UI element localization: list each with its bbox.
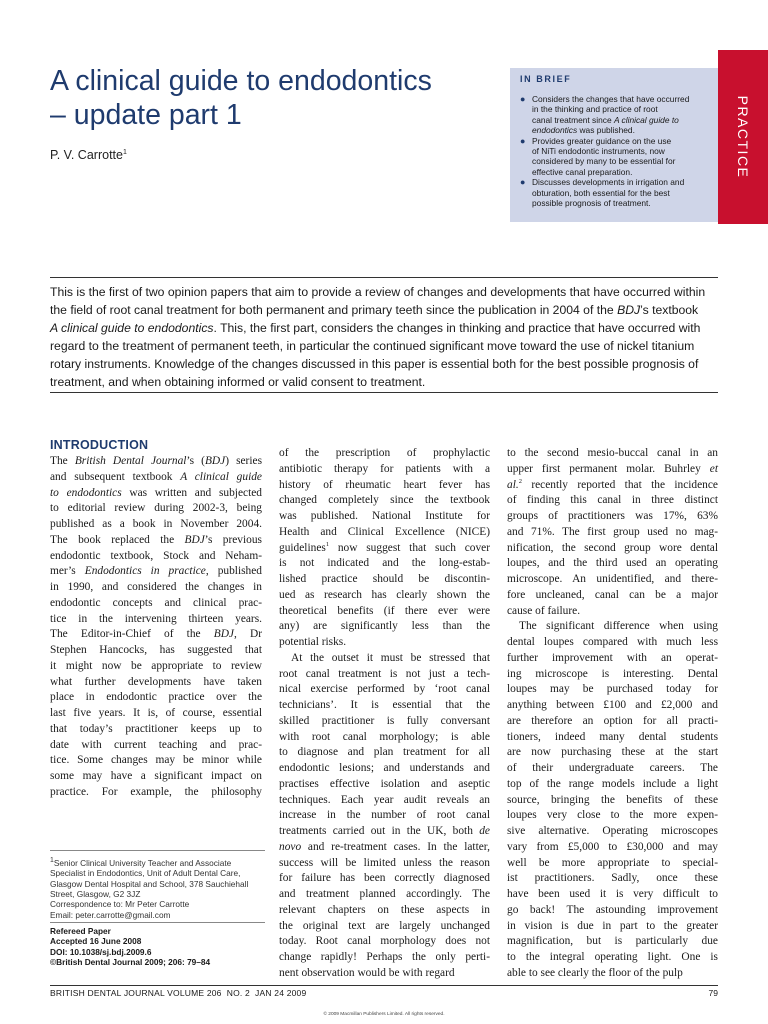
text-line: that today’s practitioner keeps up to	[50, 722, 262, 735]
title-line: A clinical guide to endodontics	[50, 65, 432, 97]
text-line: and 71%. The first group used no mag-	[507, 525, 718, 538]
text-line: and subsequent textbook A clinical guide	[50, 470, 262, 483]
text-line: practises effective isolation and aseptic	[279, 777, 490, 790]
text-line: The British Dental Journal’s (BDJ) series	[50, 455, 263, 467]
text-line: to the integral operating light. One is	[507, 951, 718, 963]
text-line: ued as research has clearly shown the	[279, 588, 490, 601]
text-line: loupes, and the third used an operating	[507, 557, 718, 570]
text-line: increase in the number of root canal	[279, 809, 490, 822]
text-line: was published. National Institute for	[279, 510, 490, 522]
text-line: what further developments have taken	[50, 675, 262, 688]
body-paragraph	[279, 446, 490, 651]
section-heading: INTRODUCTION	[50, 438, 149, 452]
text-line: able to see clearly the floor of the pulp	[507, 966, 683, 979]
author-line	[50, 148, 127, 162]
text-line: At the outset it must be stressed that	[291, 651, 490, 664]
text-line: The Editor-in-Chief of the BDJ, Dr	[50, 628, 263, 641]
text-line: dental loupes compared with much less	[507, 636, 718, 648]
text-line: it might now be appropriate to review	[50, 659, 262, 672]
text-line: are therefore an option for all practi-	[507, 714, 718, 727]
text-line: some may have a significant impact on	[50, 770, 262, 782]
text-line: practice. For example, the philosophy	[50, 785, 262, 798]
text-line: of their undergraduate careers. The	[507, 762, 718, 774]
text-line: technicians’. It is essential that the	[279, 699, 490, 711]
in-brief-list	[520, 94, 714, 208]
text-line: nent observation would be with regard	[279, 966, 455, 979]
in-brief-item: ● Considers the changes that have occurred in the thinking and practice of root canal treatment since A clinical guide to endodontics was published.	[520, 94, 690, 136]
text-line: with root canal morphology; is able	[279, 730, 490, 743]
text-line: in 1990, and considered the changes in	[50, 581, 262, 593]
text-line: ing microscope is interesting. Dental	[507, 667, 718, 680]
text-line: microscope. An unidentified, and there-	[507, 573, 718, 585]
text-line: today. Root canal morphology does not	[279, 935, 490, 948]
text-line: for failure has been correctly diagnosed	[279, 872, 490, 885]
copyright-line: © 2009 Macmillan Publishers Limited. All rights reserved.	[323, 1012, 445, 1017]
text-line: upper first permanent molar. Buhrley et	[507, 462, 718, 475]
author-affiliation-mark: 1	[122, 148, 127, 156]
text-line: place in endodontic practice over the	[50, 691, 262, 704]
text-line: to the second mesio-buccal canal in an	[507, 447, 718, 459]
text-line: techniques. Each year audit reveals an	[279, 793, 490, 806]
text-line: al.$^2$ recently reported that the incidence	[507, 477, 718, 491]
text-line: the original text are largely unchanged	[279, 919, 490, 932]
text-line: loupes may be purchased today for	[507, 683, 718, 696]
abstract-bottom-rule	[50, 392, 718, 393]
body-paragraph	[279, 651, 490, 982]
body-column-1	[50, 438, 262, 801]
body-column-3	[507, 446, 718, 982]
text-line: Health and Clinical Excellence (NICE)	[279, 525, 490, 538]
text-line: theoretical benefits (if there ever were	[279, 604, 490, 617]
text-line: last five years. It is, of course, essential	[50, 707, 262, 719]
text-line: mer’s Endodontics in practice, published	[50, 565, 262, 578]
text-line: root canal treatment is not just a tech-	[279, 667, 490, 680]
text-line: in vision is due in part to the greater	[507, 919, 718, 932]
abstract-top-rule	[50, 277, 718, 278]
text-line: cause of failure.	[507, 604, 581, 617]
text-line: endodontic concepts and clinical prac-	[50, 596, 262, 609]
bullet-icon: ●	[520, 94, 526, 104]
text-line: relevant chapters on these aspects in	[279, 903, 490, 916]
text-line: source, bringing the benefits of these	[507, 793, 718, 806]
text-line: nical exercise performed by ‘root canal	[279, 683, 490, 696]
text-line: and treatment planned accordingly. The	[279, 888, 490, 900]
text-line: sive alternative. Operating microscopes	[507, 825, 718, 837]
in-brief-item: ● Provides greater guidance on the use of NiTi endodontic instruments, now considered by many to be essential for effective canal preparation.	[520, 135, 676, 177]
text-line: history of rheumatic heart fever has	[279, 478, 490, 491]
text-line: treatments carried out in the UK, both de	[279, 825, 490, 837]
text-line: guidelines$^1$ now suggest that such cover	[279, 540, 490, 554]
in-brief-box	[510, 68, 718, 222]
journal-footer	[50, 988, 306, 998]
text-line: of the prescription of prophylactic	[279, 447, 490, 459]
text-line: go back! The astounding improvement	[507, 903, 718, 916]
in-brief-heading: IN BRIEF	[520, 74, 572, 84]
text-line: fore uncleaned, canal can be a major	[507, 588, 718, 601]
text-line: magnification, but is particularly due	[507, 935, 718, 948]
text-line: nification, the second group wore dental	[507, 541, 718, 554]
text-line: vary from £5,000 to £30,000 and may	[507, 840, 718, 853]
footer-rule	[50, 985, 718, 986]
journal-issue: VOLUME 206 NO. 2 JAN 24 2009	[164, 988, 307, 998]
text-line: tice. Some changes may be minor while	[50, 754, 262, 767]
text-line: endodontic textbook, Stock and Neham-	[50, 549, 262, 562]
text-line: published as a book in November 2004.	[50, 518, 262, 530]
text-line: of finding this canal in three distinct	[507, 494, 718, 507]
text-line: groups of practitioners was 17%, 63%	[507, 510, 718, 522]
bullet-icon: ●	[520, 135, 526, 146]
text-line: skilled practitioner is fully conversant	[279, 714, 490, 727]
text-line: changed completely since the textbook	[279, 494, 490, 507]
text-line: tice in the intervening thirteen years.	[50, 612, 262, 625]
body-paragraph	[507, 619, 718, 981]
text-line: Stephen Hancocks, has suggested that	[50, 644, 262, 656]
section-tab-label: PRACTICE	[735, 95, 751, 179]
footnote-rule	[50, 850, 265, 851]
bullet-icon: ●	[520, 177, 526, 188]
text-line: have been used it is very difficult to	[507, 888, 718, 900]
text-line: success will be limited unless the reason	[279, 856, 490, 869]
text-line: is not indicated and the long-estab-	[279, 557, 490, 570]
text-line: novo and re-treatment cases. In the latter,	[279, 840, 490, 853]
text-line: top of the range models include a light	[507, 777, 718, 790]
text-line: any) are significantly less than the	[279, 620, 490, 633]
refereed-info: Refereed Paper Accepted 16 June 2008 DOI: 10.1038/sj.bdj.2009.6 ©British Dental Journal 2009; 206: 79–84	[50, 926, 211, 968]
title-line: – update part 1	[50, 99, 242, 131]
text-line: date with current teaching and prac-	[50, 738, 262, 751]
body-column-2	[279, 446, 490, 982]
page-number: 79	[708, 988, 718, 998]
body-paragraph	[507, 446, 718, 619]
text-line: to diagnose and plan treatment for all	[279, 746, 490, 759]
text-line: change rapidly! Perhaps the only perti-	[279, 951, 490, 963]
text-line: The book replaced the BDJ’s previous	[50, 533, 262, 546]
text-line: ist practitioners. Sadly, once these	[507, 872, 718, 885]
refereed-rule	[50, 922, 265, 923]
author-name: P. V. Carrotte	[50, 148, 123, 162]
text-line: antibiotic therapy for patients with a	[279, 462, 490, 475]
journal-name: BRITISH DENTAL JOURNAL	[50, 988, 165, 998]
text-line: well be more appropriate to special-	[507, 856, 718, 869]
article-title	[50, 64, 490, 132]
in-brief-item: ● Discusses developments in irrigation and obturation, both essential for the best possible prognosis of treatment.	[520, 177, 685, 209]
text-line: loupes very close to the more expen-	[507, 809, 718, 822]
text-line: lished practice should be discontin-	[279, 573, 490, 585]
text-line: are now purchasing these at the start	[507, 746, 718, 759]
text-line: to endodontics was written and subjected	[50, 486, 262, 499]
text-line: The significant difference when using	[519, 620, 718, 633]
text-line: potential risks.	[279, 636, 347, 648]
abstract: This is the first of two opinion papers that aim to provide a review of changes and developments that have occurred within the field of root canal treatment for both permanent and primary teeth since the publication in 2004 of the BDJ’s textbook A clinical guide to endodontics. This, the first part, considers the changes in thinking and practice that have occurred with regard to the treatment of permanent teeth, in particular the continued significant move toward the use of nickel titanium rotary instruments. Knowledge of the changes discussed in this paper is essential both for the best possible prognosis of treatment, and when obtaining informed or valid consent to treatment.	[50, 285, 706, 389]
text-line: further improvement with an operat-	[507, 651, 718, 664]
text-line: anything between £100 and £2,000 and	[507, 699, 718, 711]
text-line: tioners, indeed many dental students	[507, 730, 718, 743]
text-line: to editorial review during 2002-3, being	[50, 502, 262, 515]
section-tab	[718, 50, 768, 224]
body-paragraph	[50, 454, 262, 801]
affiliation-footnote: $^1$Senior Clinical University Teacher and Associate Specialist in Endodontics, Unit of Adult Dental Care, Glasgow Dental Hospital and School, 378 Sauchiehall Street, Glasgow, G2 3JZ Correspondence to: Mr Peter Carrotte Email: peter.carrotte@gmail.com	[50, 857, 249, 920]
text-line: endodontic lesions; and understands and	[279, 762, 490, 774]
